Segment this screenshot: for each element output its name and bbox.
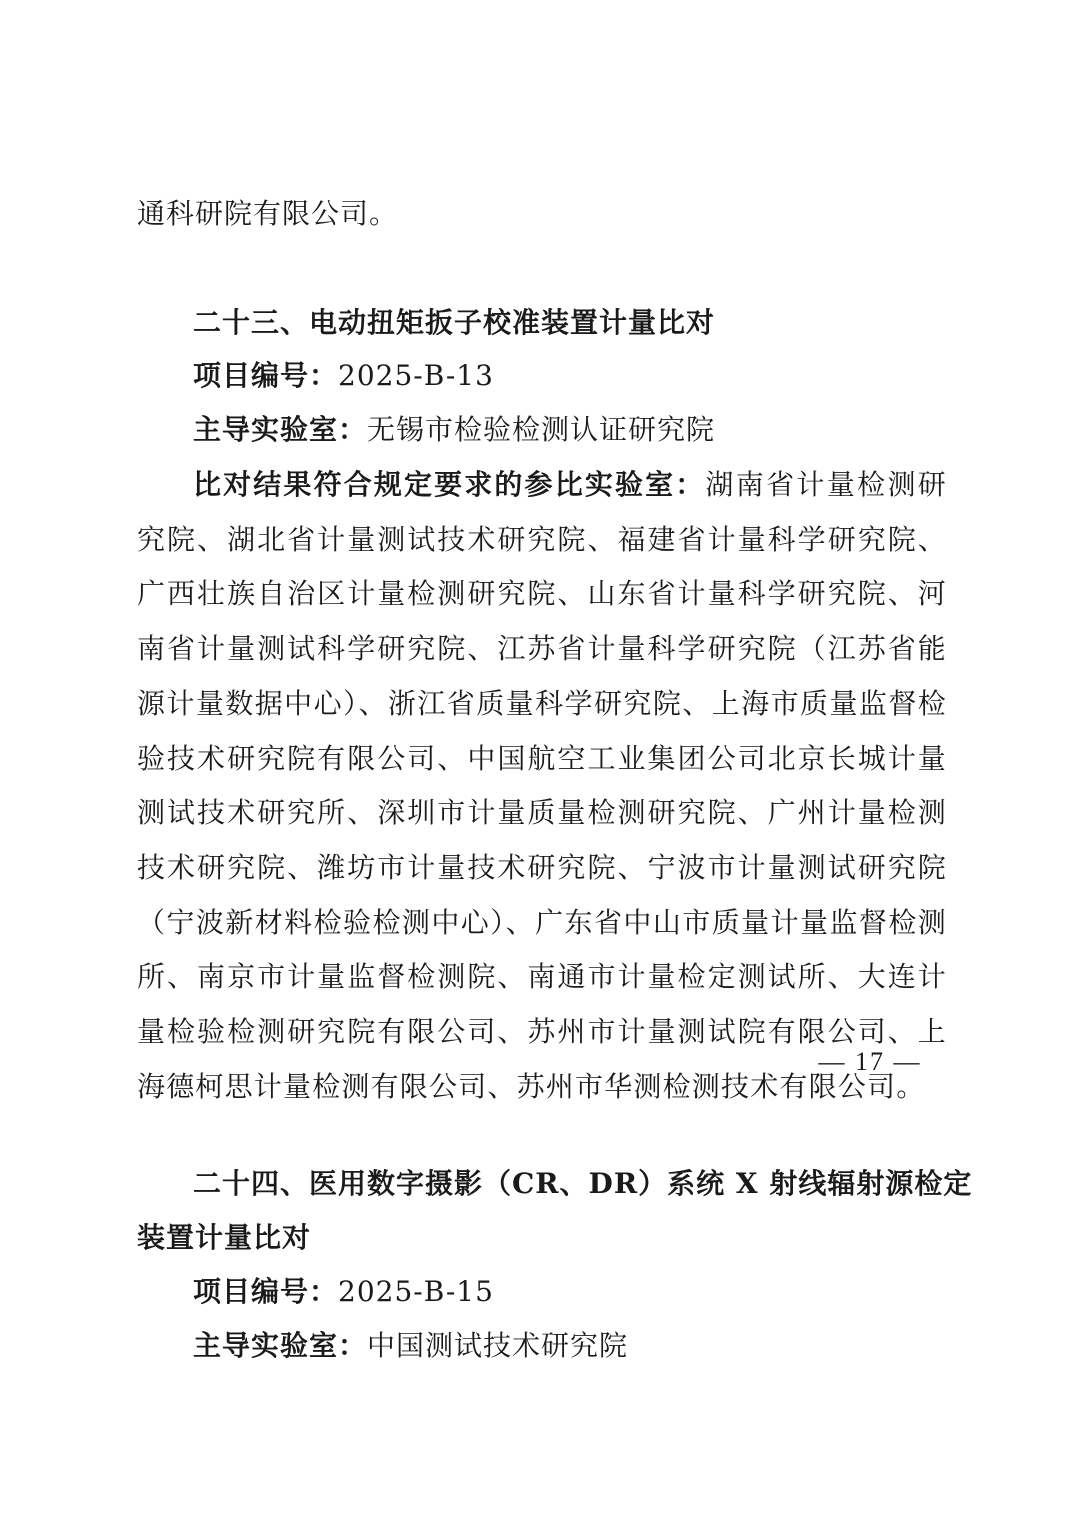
page-number: — 17 — (818, 1047, 922, 1076)
section-23-heading: 二十三、电动扭矩扳子校准装置计量比对 (193, 306, 716, 339)
section-23-project-number (193, 358, 494, 394)
lead-lab-value: 无锡市检验检测认证研究院 (367, 413, 716, 446)
lead-lab-label: 主导实验室： (193, 1329, 368, 1362)
section-24-heading-line2: 装置计量比对 (137, 1221, 312, 1254)
lead-lab-label: 主导实验室： (193, 413, 368, 446)
qualified-labs-label: 比对结果符合规定要求的参比实验室： (193, 468, 706, 501)
section-23-qualified-labs-paragraph (137, 458, 947, 1114)
project-number-value: 2025-B-15 (338, 1275, 494, 1308)
project-number-value: 2025-B-13 (338, 359, 494, 392)
qualified-labs-list: 湖南省计量检测研究院、湖北省计量测试技术研究院、福建省计量科学研究院、广西壮族自治区计量检测研究院、山东省计量科学研究院、河南省计量测试科学研究院、江苏省计量科学研究院（江苏省能源计量数据中心）、浙江省质量科学研究院、上海市质量监督检验技术研究院有限公司、中国航空工业集团公司北京长城计量测试技术研究所、深圳市计量质量检测研究院、广州计量检测技术研究院、潍坊市计量技术研究院、宁波市计量测试研究院（宁波新材料检验检测中心）、广东省中山市质量计量监督检测所、南京市计量监督检测院、南通市计量检定测试所、大连计量检验检测研究院有限公司、苏州市计量测试院有限公司、上海德柯思计量检测有限公司、苏州市华测检测技术有限公司。 (137, 468, 947, 1103)
section-24-heading-line1: 二十四、医用数字摄影（CR、DR）系统 X 射线辐射源检定 (193, 1167, 973, 1200)
lead-lab-value: 中国测试技术研究院 (367, 1329, 629, 1362)
section-24-project-number (193, 1274, 494, 1310)
section-24-lead-lab (193, 1328, 628, 1364)
project-number-label: 项目编号： (193, 359, 339, 392)
continued-text-fragment: 通科研院有限公司。 (137, 197, 399, 230)
section-23-lead-lab (193, 412, 715, 448)
project-number-label: 项目编号： (193, 1275, 339, 1308)
